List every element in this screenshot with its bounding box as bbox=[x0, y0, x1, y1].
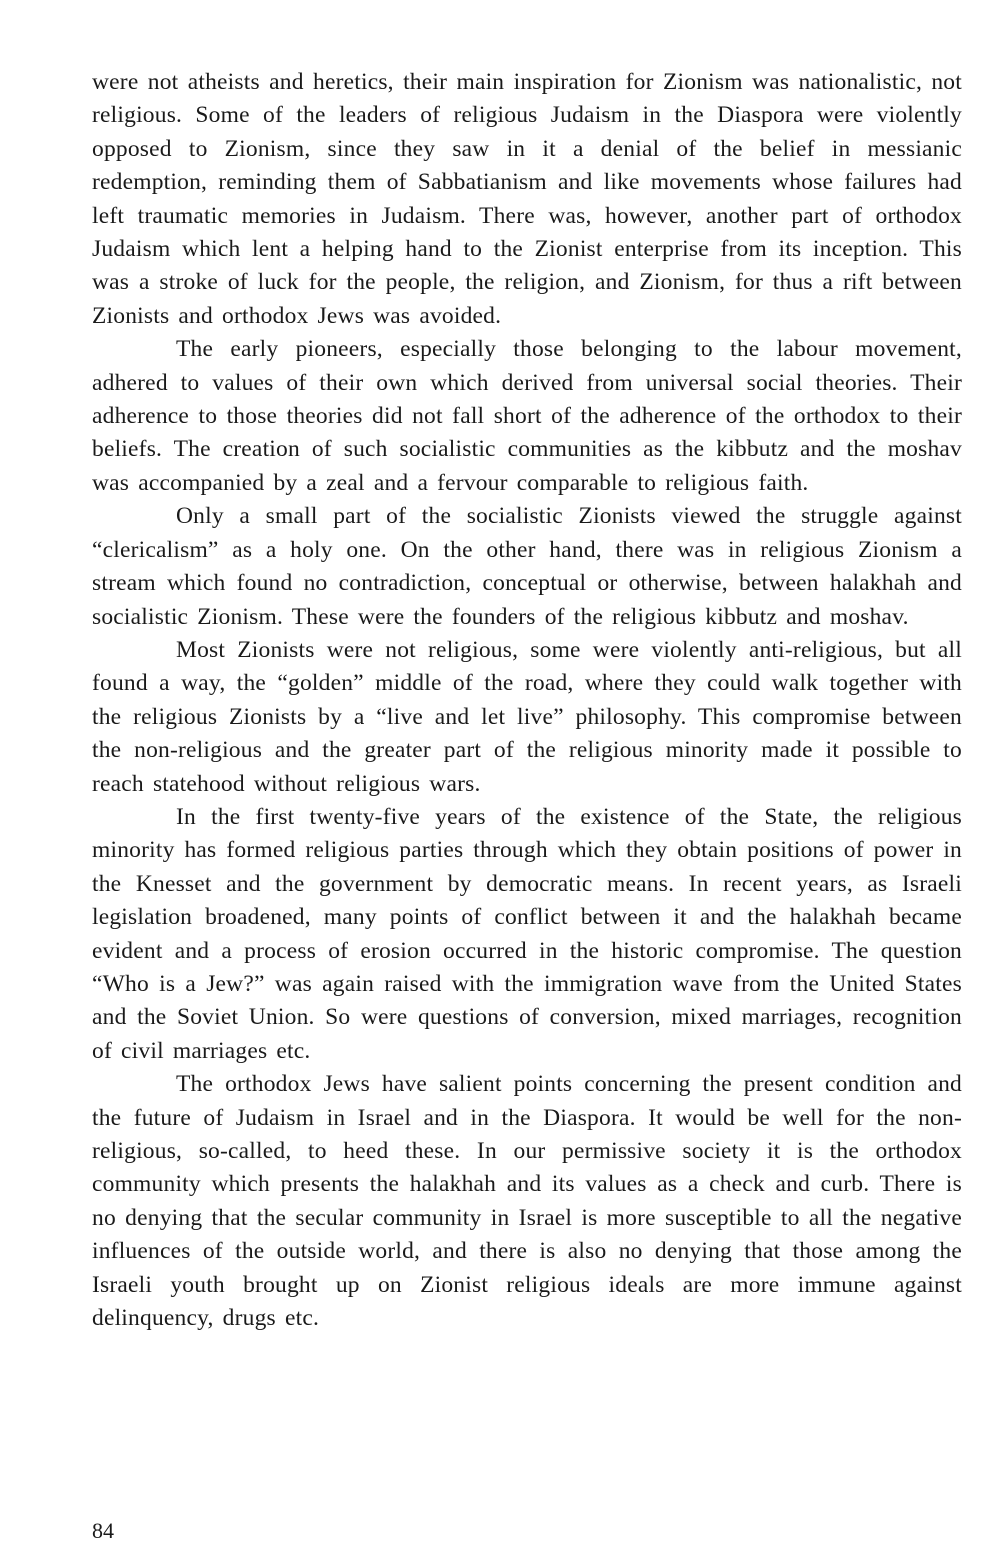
paragraph-continued: were not atheists and heretics, their main inspiration for Zionism was nationalistic, not religious. Some of the leaders of religious Judaism in the Diaspora were violently opposed to Zionism, since they saw in it a denial of the belief in messianic redemption, reminding them of Sabbatianism and like movements whose failures had left traumatic memories in Judaism. There was, however, another part of orthodox Judaism which lent a helping hand to the Zionist enterprise from its inception. This was a stroke of luck for the people, the religion, and Zionism, for thus a rift between Zionists and orthodox Jews was avoided. bbox=[92, 69, 962, 329]
paragraph-early-pioneers: The early pioneers, especially those belonging to the labour movement, adhered to values of their own which derived from universal social theories. Their adherence to those theories did not fall short of the adherence of the orthodox to their beliefs. The creation of such socialistic communities as the kibbutz and the moshav was accompanied by a zeal and a fervour comparable to religious faith. bbox=[92, 336, 962, 496]
paragraph-first-twenty-five-years: In the first twenty-five years of the existence of the State, the religious minority has formed religious parties through which they obtain positions of power in the Knesset and the government by democratic means. In recent years, as Israeli legislation broadened, many points of conflict between it and the halakhah became evident and a process of erosion occurred in the historic compromise. The question “Who is a Jew?” was again raised with the immigration wave from the United States and the Soviet Union. So were questions of conversion, mixed marriages, recognition of civil marriages etc. bbox=[92, 803, 962, 1064]
paragraph-most-zionists: Most Zionists were not religious, some were violently anti-religious, but all found a way, the “golden” middle of the road, where they could walk together with the religious Zionists by a “live and let live” philosophy. This compromise between the non-religious and the greater part of the religious minority made it possible to reach statehood without religious wars. bbox=[92, 636, 962, 797]
page-body bbox=[92, 66, 962, 1335]
paragraph-orthodox-jews: The orthodox Jews have salient points concerning the present condition and the future of Judaism in Israel and in the Diaspora. It would be well for the non-religious, so-called, to heed these. In our permissive society it is the orthodox community which presents the halakhah and its values as a check and curb. There is no denying that the secular community in Israel is more susceptible to all the negative influences of the outside world, and there is also no denying that those among the Israeli youth brought up on Zionist religious ideals are more immune against delinquency, drugs etc. bbox=[92, 1071, 962, 1332]
page-number: 84 bbox=[92, 1518, 114, 1543]
paragraph-socialistic-zionists: Only a small part of the socialistic Zionists viewed the struggle against “clericalism” as a holy one. On the other hand, there was in religious Zionism a stream which found no contradiction, conceptual or otherwise, between halakhah and socialistic Zionism. These were the founders of the religious kibbutz and moshav. bbox=[92, 503, 962, 630]
